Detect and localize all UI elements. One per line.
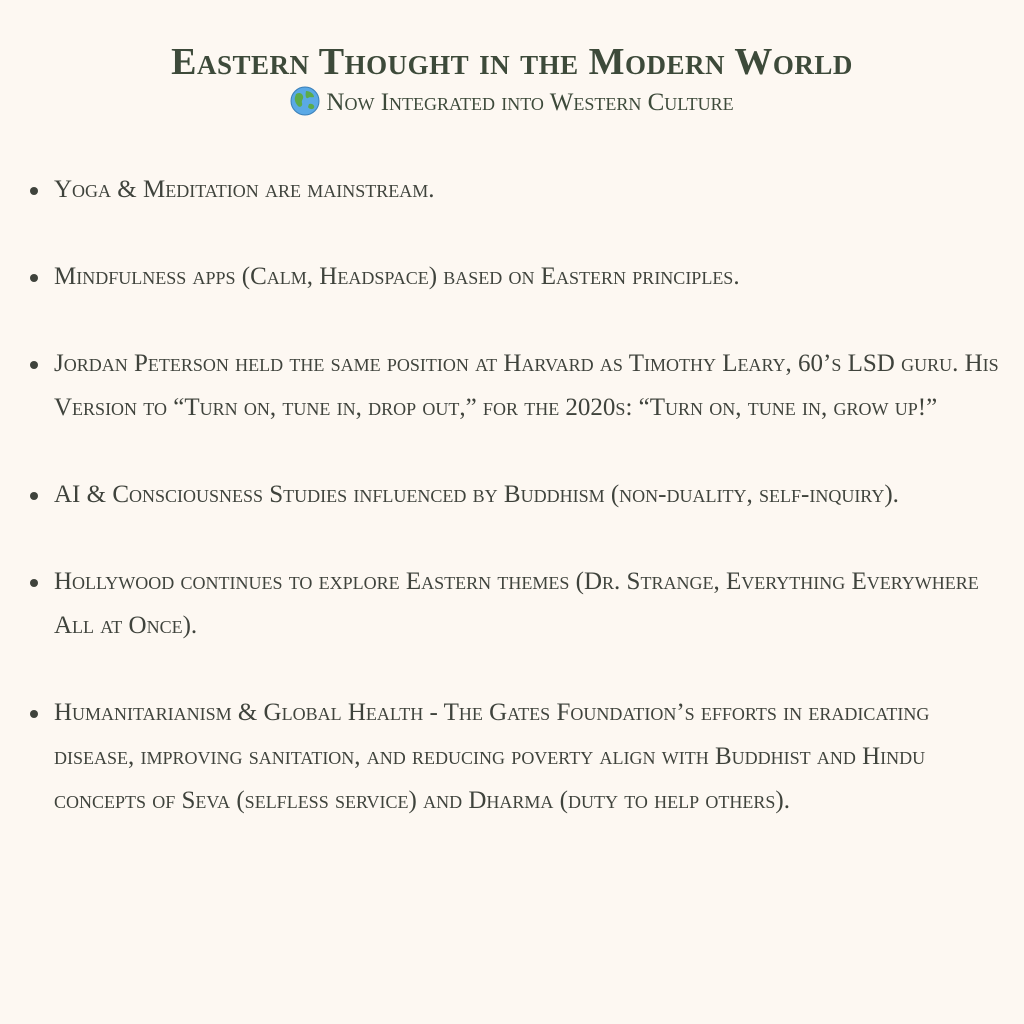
globe-asia-icon [290, 86, 320, 116]
list-item [30, 255, 1004, 299]
list-item [30, 560, 1004, 648]
page-title: Eastern Thought in the Modern World [171, 41, 853, 83]
page-subtitle-text: Now Integrated into Western Culture [326, 89, 734, 116]
bullet-icon [30, 579, 38, 587]
list-item [30, 342, 1004, 430]
bullet-icon [30, 710, 38, 718]
bullet-icon [30, 187, 38, 195]
list-item-text: Jordan Peterson held the same position at Harvard as Timothy Leary, 60’s LSD guru. His Version to “Turn on, tune in, drop out,” for the 2020s: “Turn on, tune in, grow up!” [54, 350, 999, 421]
bullet-icon [30, 361, 38, 369]
list-item-text: AI & Consciousness Studies influenced by Buddhism (non-duality, self-inquiry). [54, 481, 899, 508]
list-item [30, 168, 1004, 212]
list-item-text: Humanitarianism & Global Health - The Gates Foundation’s efforts in eradicating disease, improving sanitation, and reducing poverty align with Buddhist and Hindu concepts of Seva (selfless service) and Dharma (duty to help others). [54, 699, 930, 814]
list-item [30, 691, 1004, 823]
list-item-text: Mindfulness apps (Calm, Headspace) based on Eastern principles. [54, 263, 740, 290]
page-subtitle [0, 86, 1024, 120]
bullet-icon [30, 274, 38, 282]
list-item-text: Hollywood continues to explore Eastern themes (Dr. Strange, Everything Everywhere All at Once). [54, 568, 979, 639]
list-item [30, 473, 1004, 517]
bullet-list [30, 168, 1004, 866]
bullet-icon [30, 492, 38, 500]
list-item-text: Yoga & Meditation are mainstream. [54, 176, 435, 203]
slide-header [0, 0, 1024, 120]
